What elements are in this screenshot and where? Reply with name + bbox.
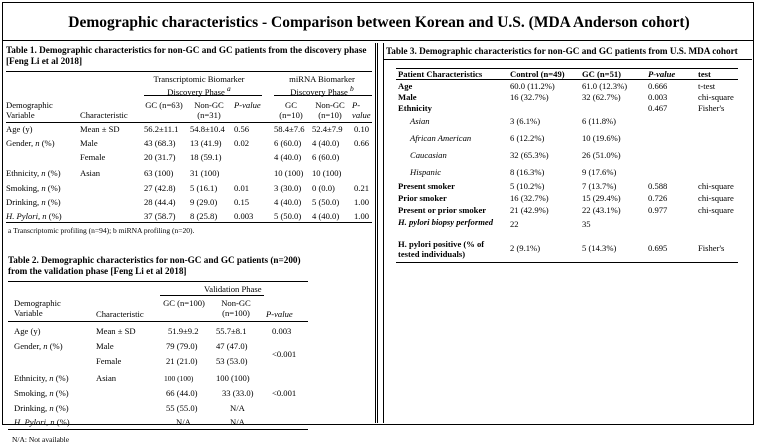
table2-col-variable: Demographic Variable [14, 298, 61, 318]
table1-col-p2: P-value [352, 100, 371, 120]
table1-col-variable: Demographic Variable [6, 100, 53, 120]
left-panel: Table 1. Demographic characteristics for non-GC and GC patients from the discovery phase [Feng Li et al 2018] Transcriptomic Biomarker Discovery Phase $^a$ miRNA Biomarker Discovery Phase $^b$ Demographic Variable Characteristic GC (n=63) Non-GC (n=31) P-value GC (n=10) Non-GC (n=10) P-value Age (y) Mean ± SD 56.2±11.1 54.8±10.4 0.56 58.4±7.6 52.4±7.9 0.10 Gender, n (%) Male 43 (68.3) 13 (41.9) 0.02 6 (60.0) 4 (40.0) 0.66 Female 20 (31.7) 18 (59.1) 4 (40.0) 6 (60.0) Ethnicity, n (%) Asian 63 (100) 31 (100) 10 (100) 10 (100) Smoking, n (%) 27 (42.8) 5 (16.1) 0.01 3 (30.0) 0 (0.0) 0.21 Drinking, n (%) 28 (44.4) 9 (29.0) 0.15 4 (40.0) 5 (50.0) 1.00 H. Pylori, n (%) 37 (58.7) 8 (25.8) 0.003 5 (50.0) 4 (40.0) 1.00 a Transcriptomic profiling (n=94); b miRNA profiling (n=20). Table 2. Demographic characteristics for non-GC and GC patients (n=200) from the validation phase [Feng Li et al 2018] Validation Phase Demographic Variable Characteristic GC (n=100) Non-GC (n=100) P-value Age (y) Mean ± SD 51.9±9.2 55.7±8.1 0.003 Gender, n (%) Male 79 (79.0) 47 (47.0) <0.001 Female 21 (21.0) 53 (53.0) Ethnicity, n (%) Asian 100 (100) 100 (100) Smoking, n (%) 66 (44.0) 33 (33.0) <0.001 Drinking, n (%) 55 (55.0) N/A H. Pylori, n (%) N/A N/A N/A: Not available [4, 43, 378, 423]
table1-col-gc2: GC (n=10) [279, 100, 303, 120]
table2-footnote: N/A: Not available [12, 435, 70, 444]
table2-col-characteristic: Characteristic [96, 309, 144, 319]
right-panel: Table 3. Demographic characteristics for non-GC and GC patients from U.S. MDA cohort Patient Characteristics Control (n=49) GC (n=51) P-value test Age 60.0 (11.2%) 61.0 (12.3%) 0.666 t-test Male 16 (32.7%) 32 (62.7%) 0.003 chi-square Ethnicity 0.467 Fisher's Asian 3 (6.1%) 6 (11.8%) African American 6 (12.2%) 10 (19.6%) Caucasian 32 (65.3%) 26 (51.0%) Hispanic 8 (16.3%) 9 (17.6%) Present smoker 5 (10.2%) 7 (13.7%) 0.588 chi-square Prior smoker 16 (32.7%) 15 (29.4%) 0.726 chi-square Present or prior smoker 21 (42.9%) 22 (43.1%) 0.977 chi-square H. pylori biopsy performed 22 35 H. pylori positive (% of tested individuals) 2 (9.1%) 5 (14.3%) 0.695 Fisher's [383, 43, 753, 423]
table1-col-ngc1: Non-GC (n=31) [194, 100, 224, 120]
table2-group-rule [160, 295, 264, 296]
table1-col-gc1: GC (n=63) [145, 100, 183, 110]
table3-header-rule [396, 79, 738, 80]
table1-col-ngc2: Non-GC (n=10) [315, 100, 345, 120]
table1-group2-rule [274, 95, 372, 96]
table1-col-characteristic: Characteristic [80, 110, 128, 120]
table2-header-rule [8, 321, 308, 322]
table1-col-p1: P-value [234, 100, 261, 110]
table2-group-header: Validation Phase [204, 284, 262, 294]
table2-top-rule [8, 281, 308, 282]
table1-group1-header: Transcriptomic Biomarker Discovery Phase $^a$ [153, 74, 245, 97]
table3-col-control: Control (n=49) [510, 69, 565, 79]
table2-col-gc: GC (n=100) [163, 298, 205, 308]
table3-col-characteristics: Patient Characteristics [398, 69, 483, 79]
table1-footnote: a Transcriptomic profiling (n=94); b miRNA profiling (n=20). [8, 226, 195, 235]
table1-header-rule [6, 122, 372, 123]
table2-col-p: P-value [266, 309, 293, 319]
table1-bottom-rule [6, 222, 372, 223]
table3-caption-rule [384, 59, 752, 60]
slide-title: Demographic characteristics - Comparison between Korean and U.S. (MDA Anderson cohort) [68, 14, 690, 31]
table1-caption: Table 1. Demographic characteristics for non-GC and GC patients from the discovery phase [Feng Li et al 2018] [6, 45, 367, 66]
table3-bottom-rule [396, 262, 738, 263]
table3-col-test: test [698, 69, 711, 79]
table3-col-p: P-value [648, 69, 676, 79]
table2-col-ngc: Non-GC (n=100) [221, 298, 251, 318]
table1-top-rule [6, 71, 372, 72]
table1-group1-rule [144, 95, 262, 96]
title-divider [2, 40, 754, 41]
table2-caption: Table 2. Demographic characteristics for non-GC and GC patients (n=200) from the validation phase [Feng Li et al 2018] [8, 255, 301, 276]
table3-caption: Table 3. Demographic characteristics for non-GC and GC patients from U.S. MDA cohort [386, 46, 738, 56]
table3-col-gc: GC (n=51) [582, 69, 622, 79]
table2-bottom-rule [8, 429, 308, 430]
table1-group2-header: miRNA Biomarker Discovery Phase $^b$ [289, 74, 355, 97]
